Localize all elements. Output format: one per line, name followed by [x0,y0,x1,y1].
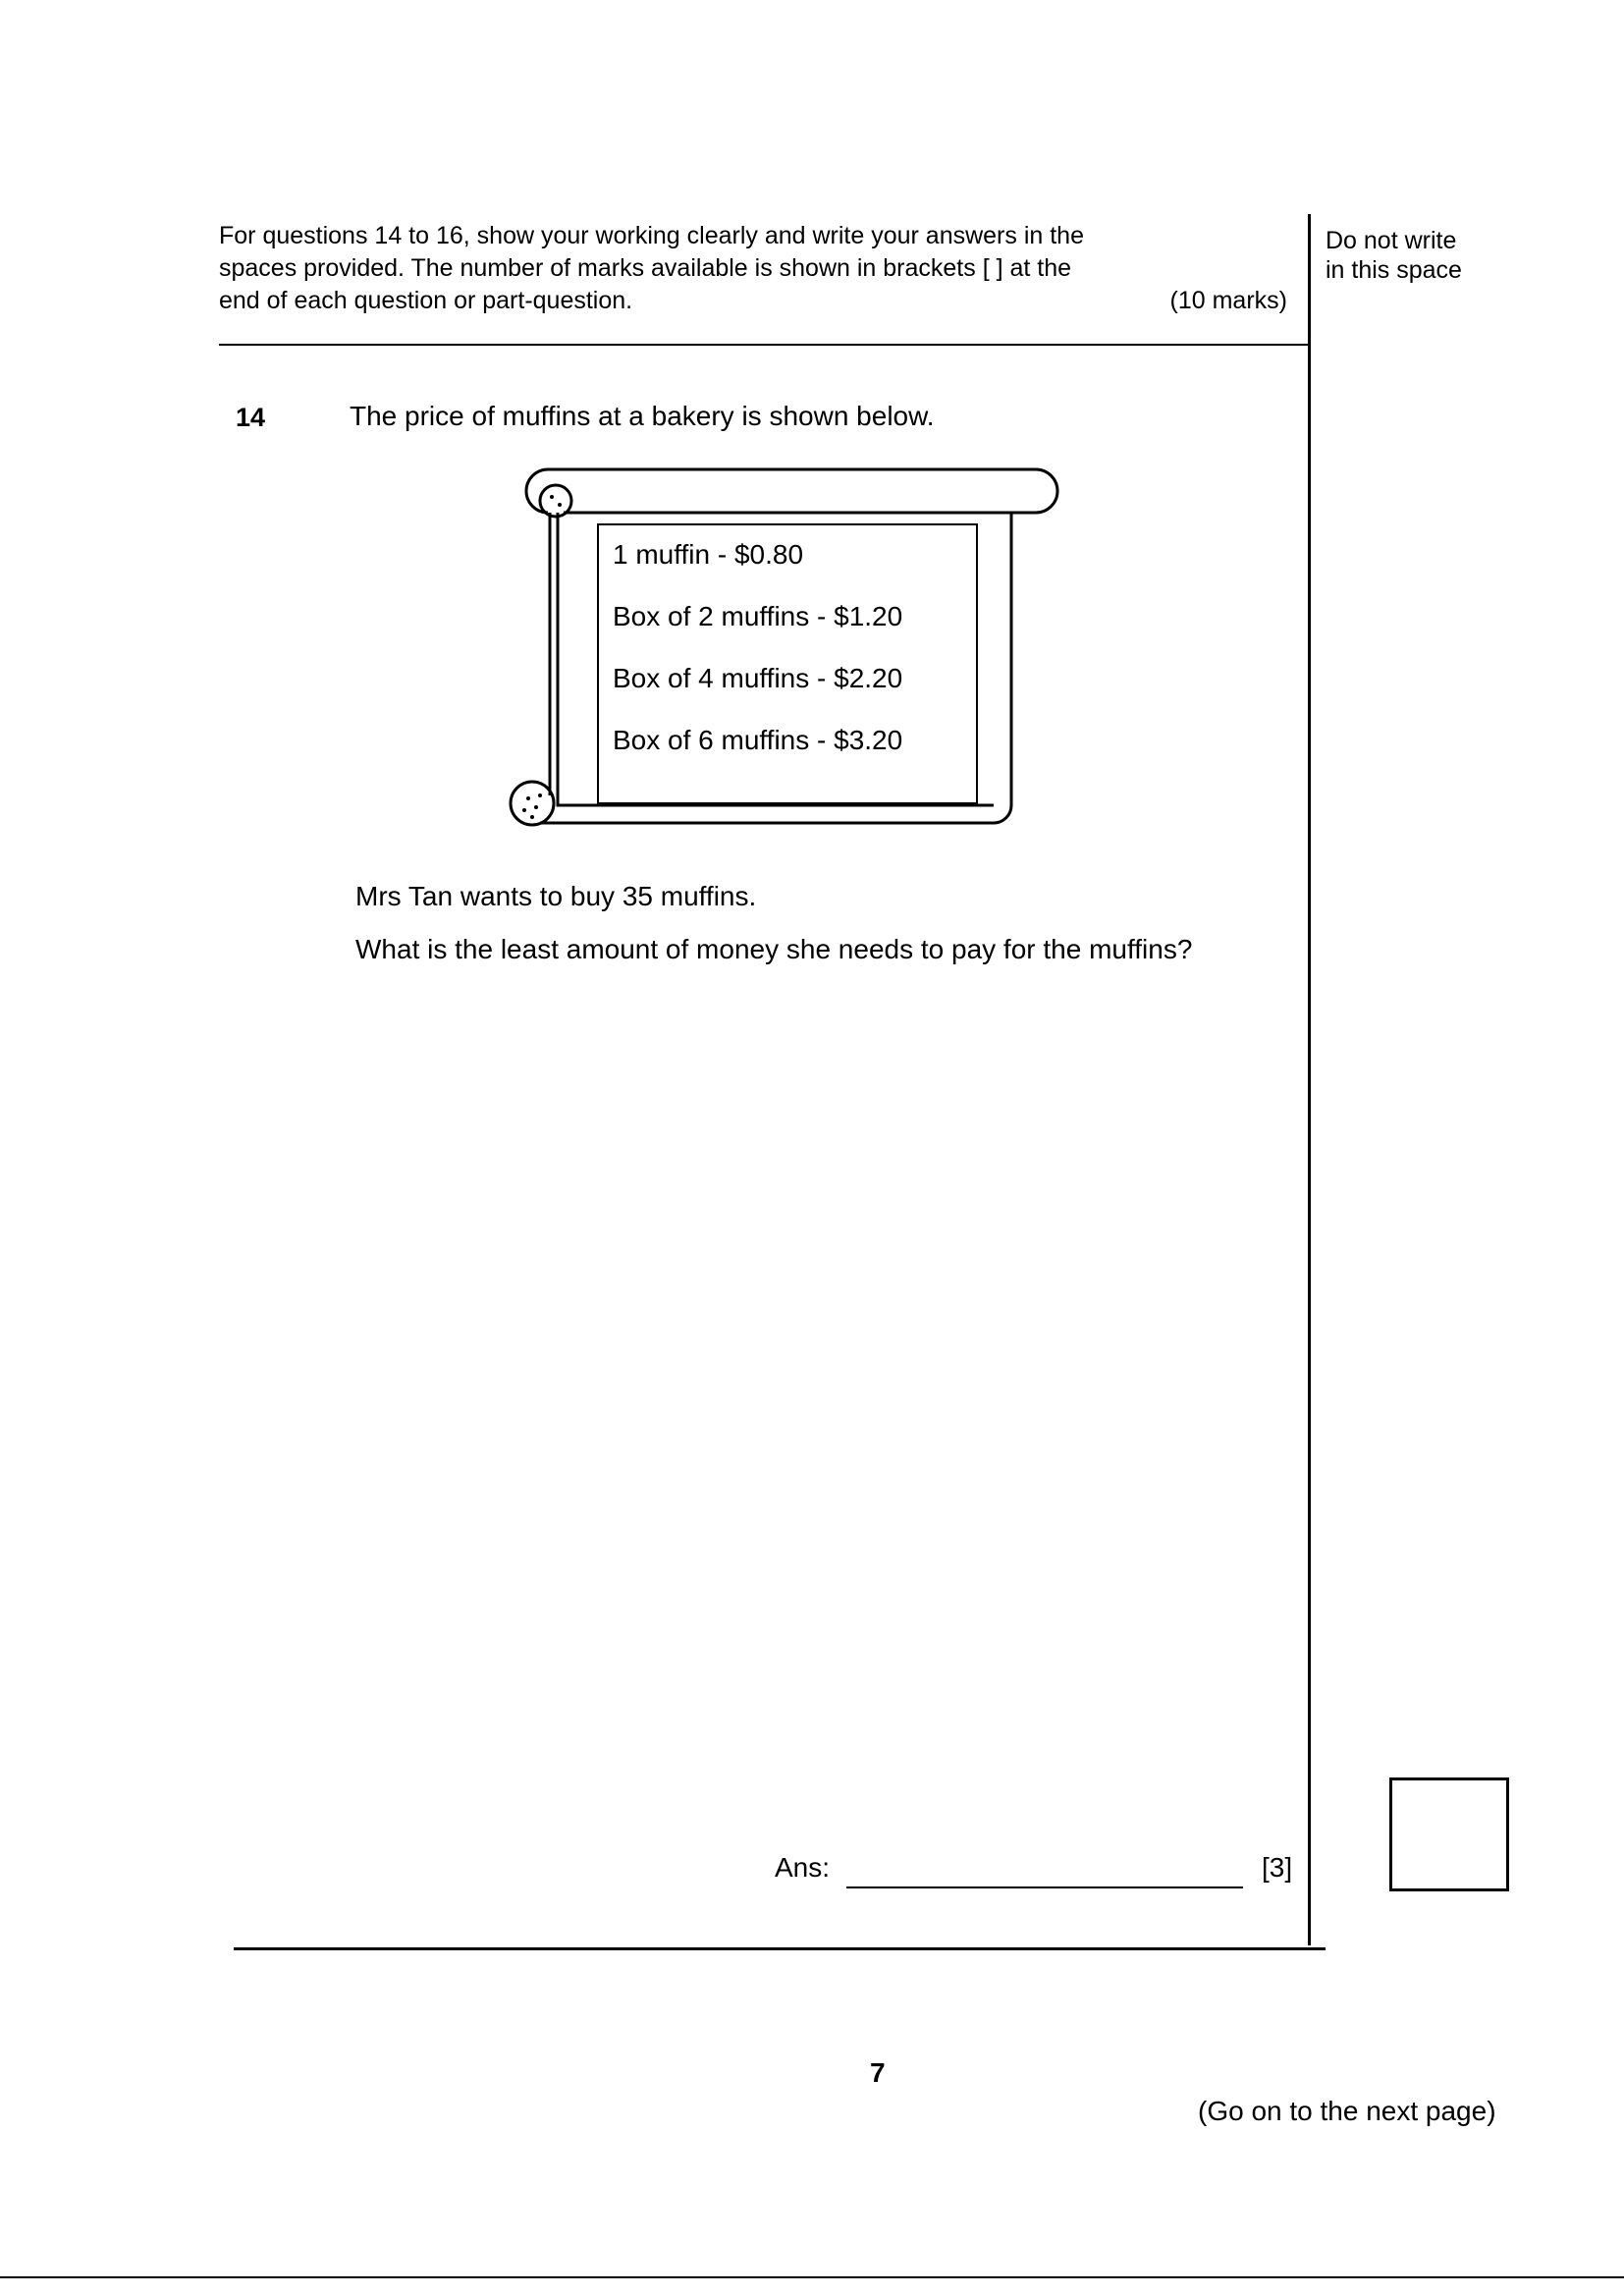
instructions-line-2: spaces provided. The number of marks available is shown in brackets [ ] at the [219,254,1072,282]
price-item: Box of 6 muffins - $3.20 [613,725,903,755]
instructions-line-3-text: end of each question or part-question. [219,287,633,314]
marker-score-box [1389,1777,1509,1891]
total-marks: (10 marks) [1169,287,1287,314]
margin-rule [1308,214,1311,1945]
question-text: The price of muffins at a bakery is shown below. [350,401,935,431]
answer-label: Ans: [775,1852,831,1883]
instructions-line-3 [219,285,1287,317]
question-prompt: What is the least amount of money she needs to pay for the muffins? [355,934,1193,964]
instructions-block [219,220,1287,317]
answer-line[interactable] [846,1886,1243,1888]
price-item: Box of 2 muffins - $1.20 [613,601,903,631]
question-number: 14 [236,403,266,432]
price-item: Box of 4 muffins - $2.20 [613,663,903,693]
page-number: 7 [870,2057,886,2088]
question-statement: Mrs Tan wants to buy 35 muffins. [355,881,757,911]
margin-note-line-1: Do not write [1326,227,1457,254]
price-item: 1 muffin - $0.80 [613,539,804,570]
next-page-note: (Go on to the next page) [1198,2096,1496,2126]
instructions-line-1: For questions 14 to 16, show your working clearly and write your answers in the [219,222,1084,249]
page-edge-rule [0,2276,1624,2278]
question-marks: [3] [1262,1852,1293,1883]
margin-note-line-2: in this space [1326,256,1462,284]
answer-section-rule [234,1947,1326,1950]
header-rule [219,344,1309,346]
margin-note [1326,226,1502,285]
price-list [597,523,978,804]
